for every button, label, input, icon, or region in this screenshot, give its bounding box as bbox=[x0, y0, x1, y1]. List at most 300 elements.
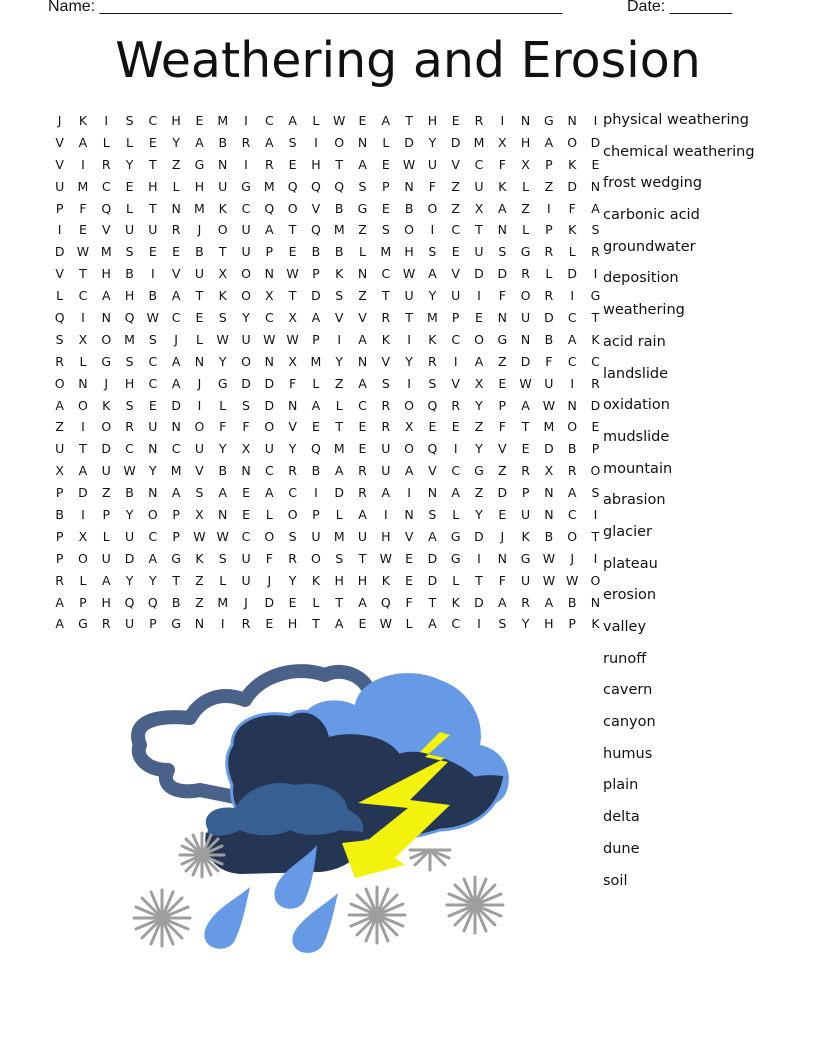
grid-letter[interactable]: A bbox=[55, 616, 64, 632]
grid-letter[interactable]: X bbox=[288, 310, 297, 326]
grid-letter[interactable]: S bbox=[591, 485, 600, 501]
grid-letter[interactable]: I bbox=[314, 134, 318, 150]
grid-letter[interactable]: I bbox=[430, 222, 435, 238]
grid-letter[interactable]: U bbox=[148, 419, 158, 435]
grid-letter[interactable]: A bbox=[265, 134, 274, 150]
grid-letter[interactable]: I bbox=[104, 113, 109, 128]
grid-letter[interactable]: F bbox=[79, 200, 87, 216]
grid-letter[interactable]: W bbox=[76, 244, 90, 260]
grid-letter[interactable]: W bbox=[379, 616, 392, 632]
grid-letter[interactable]: C bbox=[288, 485, 297, 501]
grid-letter[interactable]: G bbox=[171, 616, 181, 632]
grid-letter[interactable]: P bbox=[312, 266, 320, 282]
grid-letter[interactable]: P bbox=[172, 507, 180, 523]
grid-letter[interactable]: P bbox=[591, 441, 600, 457]
grid-letter[interactable]: P bbox=[79, 594, 87, 610]
grid-letter[interactable]: S bbox=[125, 244, 134, 260]
grid-letter[interactable]: Q bbox=[54, 310, 65, 326]
grid-letter[interactable]: C bbox=[148, 353, 158, 369]
grid-letter[interactable]: E bbox=[195, 310, 204, 326]
grid-letter[interactable]: R bbox=[474, 113, 484, 128]
grid-letter[interactable]: B bbox=[218, 463, 228, 479]
grid-letter[interactable]: Y bbox=[521, 616, 530, 632]
grid-letter[interactable]: F bbox=[265, 550, 273, 566]
grid-letter[interactable]: W bbox=[263, 331, 276, 347]
grid-letter[interactable]: L bbox=[195, 331, 203, 347]
grid-letter[interactable]: V bbox=[358, 310, 367, 326]
grid-letter[interactable]: R bbox=[101, 156, 111, 172]
grid-letter[interactable]: Y bbox=[125, 156, 134, 172]
grid-letter[interactable]: T bbox=[149, 200, 157, 216]
grid-letter[interactable]: L bbox=[219, 397, 227, 413]
grid-letter[interactable]: L bbox=[265, 507, 273, 523]
grid-letter[interactable]: A bbox=[195, 134, 204, 150]
grid-letter[interactable]: E bbox=[78, 222, 87, 238]
grid-letter[interactable]: A bbox=[288, 113, 297, 128]
grid-letter[interactable]: B bbox=[334, 200, 344, 216]
grid-letter[interactable]: Y bbox=[428, 134, 437, 150]
grid-letter[interactable]: J bbox=[174, 331, 178, 347]
grid-letter[interactable]: E bbox=[498, 375, 507, 391]
grid-letter[interactable]: K bbox=[498, 178, 507, 194]
grid-letter[interactable]: E bbox=[148, 397, 157, 413]
grid-letter[interactable]: E bbox=[358, 113, 367, 128]
grid-letter[interactable]: K bbox=[381, 331, 390, 347]
grid-letter[interactable]: O bbox=[520, 288, 531, 304]
grid-letter[interactable]: O bbox=[404, 222, 415, 238]
grid-letter[interactable]: Z bbox=[55, 419, 64, 435]
grid-letter[interactable]: V bbox=[55, 156, 64, 172]
grid-letter[interactable]: C bbox=[451, 222, 461, 238]
grid-letter[interactable]: I bbox=[220, 616, 225, 632]
grid-letter[interactable]: D bbox=[474, 594, 484, 610]
grid-letter[interactable]: O bbox=[590, 463, 601, 479]
grid-letter[interactable]: O bbox=[567, 528, 578, 544]
grid-letter[interactable]: S bbox=[358, 178, 367, 194]
grid-letter[interactable]: J bbox=[197, 375, 202, 391]
grid-letter[interactable]: U bbox=[218, 178, 228, 194]
grid-letter[interactable]: M bbox=[473, 134, 485, 150]
grid-letter[interactable]: P bbox=[312, 507, 320, 523]
grid-letter[interactable]: G bbox=[474, 463, 484, 479]
grid-letter[interactable]: C bbox=[358, 397, 367, 413]
grid-letter[interactable]: G bbox=[241, 178, 251, 194]
grid-letter[interactable]: B bbox=[218, 134, 228, 150]
grid-letter[interactable]: N bbox=[427, 485, 438, 501]
grid-letter[interactable]: T bbox=[79, 266, 87, 282]
grid-letter[interactable]: V bbox=[171, 266, 181, 282]
grid-letter[interactable]: K bbox=[195, 550, 204, 566]
grid-letter[interactable]: L bbox=[126, 134, 134, 150]
grid-letter[interactable]: S bbox=[498, 616, 507, 632]
grid-letter[interactable]: L bbox=[312, 375, 320, 391]
grid-letter[interactable]: E bbox=[148, 244, 157, 260]
grid-letter[interactable]: T bbox=[218, 244, 227, 260]
grid-letter[interactable]: A bbox=[358, 594, 367, 610]
grid-letter[interactable]: A bbox=[148, 550, 158, 566]
grid-letter[interactable]: H bbox=[381, 528, 391, 544]
grid-letter[interactable]: A bbox=[334, 616, 344, 632]
grid-letter[interactable]: R bbox=[264, 156, 274, 172]
grid-letter[interactable]: F bbox=[428, 178, 436, 194]
grid-letter[interactable]: P bbox=[149, 616, 157, 632]
grid-letter[interactable]: C bbox=[78, 288, 88, 304]
grid-letter[interactable]: A bbox=[171, 485, 181, 501]
grid-letter[interactable]: S bbox=[428, 507, 437, 523]
grid-letter[interactable]: T bbox=[335, 156, 344, 172]
grid-letter[interactable]: I bbox=[453, 441, 458, 457]
grid-letter[interactable]: C bbox=[451, 331, 461, 347]
grid-letter[interactable]: L bbox=[405, 616, 413, 632]
grid-letter[interactable]: W bbox=[146, 310, 160, 326]
grid-letter[interactable]: N bbox=[567, 397, 577, 413]
grid-letter[interactable]: S bbox=[381, 375, 390, 391]
grid-letter[interactable]: O bbox=[264, 528, 275, 544]
grid-letter[interactable]: V bbox=[451, 375, 460, 391]
grid-letter[interactable]: I bbox=[407, 375, 411, 391]
grid-letter[interactable]: M bbox=[77, 178, 89, 194]
grid-letter[interactable]: A bbox=[78, 463, 88, 479]
grid-letter[interactable]: G bbox=[171, 550, 181, 566]
grid-letter[interactable]: C bbox=[567, 353, 577, 369]
grid-letter[interactable]: P bbox=[55, 550, 64, 566]
grid-letter[interactable]: F bbox=[219, 419, 227, 435]
grid-letter[interactable]: K bbox=[568, 222, 577, 238]
grid-letter[interactable]: C bbox=[567, 310, 577, 326]
grid-letter[interactable]: Y bbox=[288, 441, 297, 457]
grid-letter[interactable]: X bbox=[404, 419, 414, 435]
grid-letter[interactable]: A bbox=[218, 485, 227, 501]
grid-letter[interactable]: L bbox=[312, 113, 320, 128]
grid-letter[interactable]: X bbox=[195, 507, 204, 523]
grid-letter[interactable]: X bbox=[474, 375, 484, 391]
grid-letter[interactable]: J bbox=[267, 572, 272, 588]
grid-letter[interactable]: S bbox=[218, 550, 227, 566]
grid-letter[interactable]: N bbox=[590, 594, 601, 610]
grid-letter[interactable]: U bbox=[427, 156, 437, 172]
grid-letter[interactable]: T bbox=[405, 310, 413, 326]
grid-letter[interactable]: D bbox=[311, 288, 321, 304]
grid-letter[interactable]: L bbox=[335, 507, 343, 523]
grid-letter[interactable]: N bbox=[520, 331, 531, 347]
grid-letter[interactable]: X bbox=[288, 353, 297, 369]
grid-letter[interactable]: R bbox=[451, 397, 461, 413]
grid-letter[interactable]: C bbox=[474, 156, 484, 172]
grid-letter[interactable]: I bbox=[57, 222, 62, 238]
grid-letter[interactable]: A bbox=[334, 463, 344, 479]
grid-letter[interactable]: T bbox=[288, 288, 297, 304]
grid-letter[interactable]: T bbox=[591, 310, 600, 326]
grid-letter[interactable]: D bbox=[544, 441, 554, 457]
grid-letter[interactable]: A bbox=[358, 375, 367, 391]
grid-letter[interactable]: L bbox=[522, 222, 530, 238]
grid-letter[interactable]: H bbox=[124, 288, 135, 304]
grid-letter[interactable]: N bbox=[218, 156, 228, 172]
grid-letter[interactable]: T bbox=[591, 528, 600, 544]
grid-letter[interactable]: Q bbox=[310, 441, 321, 457]
grid-letter[interactable]: Y bbox=[242, 310, 250, 326]
grid-letter[interactable]: L bbox=[359, 244, 366, 260]
grid-letter[interactable]: L bbox=[452, 507, 460, 523]
grid-letter[interactable]: D bbox=[590, 397, 601, 413]
grid-letter[interactable]: I bbox=[593, 266, 598, 282]
grid-letter[interactable]: C bbox=[171, 441, 181, 457]
grid-letter[interactable]: N bbox=[567, 113, 577, 128]
grid-letter[interactable]: R bbox=[358, 485, 367, 501]
grid-letter[interactable]: S bbox=[125, 353, 134, 369]
grid-letter[interactable]: O bbox=[54, 375, 65, 391]
grid-letter[interactable]: F bbox=[242, 419, 250, 435]
grid-letter[interactable]: M bbox=[100, 244, 112, 260]
grid-letter[interactable]: Y bbox=[218, 441, 227, 457]
grid-letter[interactable]: H bbox=[520, 134, 531, 150]
grid-letter[interactable]: T bbox=[428, 594, 437, 610]
grid-letter[interactable]: D bbox=[590, 134, 601, 150]
grid-letter[interactable]: M bbox=[217, 594, 229, 610]
grid-letter[interactable]: A bbox=[311, 397, 321, 413]
grid-letter[interactable]: R bbox=[241, 616, 251, 632]
grid-letter[interactable]: F bbox=[498, 572, 506, 588]
grid-letter[interactable]: S bbox=[125, 397, 134, 413]
grid-letter[interactable]: U bbox=[241, 331, 251, 347]
grid-letter[interactable]: D bbox=[264, 397, 275, 413]
grid-letter[interactable]: U bbox=[451, 288, 461, 304]
grid-letter[interactable]: E bbox=[498, 507, 507, 523]
grid-letter[interactable]: U bbox=[404, 288, 414, 304]
grid-letter[interactable]: C bbox=[264, 310, 274, 326]
grid-letter[interactable]: I bbox=[407, 331, 411, 347]
grid-letter[interactable]: T bbox=[312, 616, 320, 632]
grid-letter[interactable]: V bbox=[428, 463, 437, 479]
grid-letter[interactable]: L bbox=[545, 266, 553, 282]
grid-letter[interactable]: U bbox=[124, 528, 135, 544]
grid-letter[interactable]: E bbox=[521, 441, 530, 457]
grid-letter[interactable]: E bbox=[148, 134, 157, 150]
grid-letter[interactable]: R bbox=[381, 310, 391, 326]
grid-letter[interactable]: P bbox=[55, 528, 64, 544]
grid-letter[interactable]: N bbox=[218, 507, 228, 523]
grid-letter[interactable]: S bbox=[288, 528, 297, 544]
grid-letter[interactable]: I bbox=[500, 113, 505, 128]
grid-letter[interactable]: M bbox=[543, 419, 555, 435]
grid-letter[interactable]: R bbox=[567, 463, 577, 479]
grid-letter[interactable]: Q bbox=[101, 200, 112, 216]
grid-letter[interactable]: R bbox=[55, 572, 64, 588]
grid-letter[interactable]: A bbox=[521, 397, 530, 413]
grid-letter[interactable]: U bbox=[124, 616, 135, 632]
grid-letter[interactable]: I bbox=[593, 550, 598, 566]
grid-letter[interactable]: D bbox=[54, 244, 65, 260]
grid-letter[interactable]: X bbox=[265, 288, 274, 304]
grid-letter[interactable]: E bbox=[358, 419, 367, 435]
grid-letter[interactable]: H bbox=[124, 375, 135, 391]
grid-letter[interactable]: T bbox=[521, 419, 530, 435]
grid-letter[interactable]: I bbox=[593, 507, 598, 523]
grid-letter[interactable]: H bbox=[427, 113, 438, 128]
grid-letter[interactable]: E bbox=[358, 616, 367, 632]
grid-letter[interactable]: K bbox=[451, 594, 460, 610]
grid-letter[interactable]: A bbox=[171, 353, 181, 369]
grid-letter[interactable]: Z bbox=[544, 178, 554, 194]
grid-letter[interactable]: I bbox=[547, 200, 551, 216]
grid-letter[interactable]: C bbox=[125, 441, 134, 457]
grid-letter[interactable]: G bbox=[450, 550, 461, 566]
grid-letter[interactable]: E bbox=[125, 178, 134, 194]
grid-letter[interactable]: O bbox=[590, 572, 601, 588]
grid-letter[interactable]: Z bbox=[195, 572, 204, 588]
grid-letter[interactable]: P bbox=[568, 616, 576, 632]
grid-letter[interactable]: C bbox=[264, 113, 274, 128]
grid-letter[interactable]: X bbox=[474, 200, 484, 216]
grid-letter[interactable]: X bbox=[241, 441, 251, 457]
grid-letter[interactable]: H bbox=[544, 616, 554, 632]
grid-letter[interactable]: D bbox=[474, 528, 484, 544]
grid-letter[interactable]: H bbox=[101, 266, 111, 282]
grid-letter[interactable]: L bbox=[382, 134, 390, 150]
grid-letter[interactable]: T bbox=[405, 113, 413, 128]
grid-letter[interactable]: A bbox=[474, 353, 484, 369]
grid-letter[interactable]: C bbox=[264, 463, 274, 479]
grid-letter[interactable]: M bbox=[333, 528, 345, 544]
grid-letter[interactable]: R bbox=[544, 244, 554, 260]
grid-letter[interactable]: E bbox=[358, 441, 367, 457]
grid-letter[interactable]: U bbox=[381, 441, 391, 457]
grid-letter[interactable]: G bbox=[497, 331, 508, 347]
grid-letter[interactable]: I bbox=[150, 266, 155, 282]
grid-letter[interactable]: E bbox=[311, 419, 320, 435]
grid-letter[interactable]: N bbox=[148, 441, 158, 457]
grid-letter[interactable]: O bbox=[147, 507, 158, 523]
grid-letter[interactable]: E bbox=[591, 156, 600, 172]
grid-letter[interactable]: Q bbox=[334, 178, 345, 194]
grid-letter[interactable]: N bbox=[544, 485, 554, 501]
grid-letter[interactable]: Y bbox=[335, 353, 344, 369]
grid-letter[interactable]: S bbox=[288, 134, 297, 150]
grid-letter[interactable]: A bbox=[428, 266, 437, 282]
grid-letter[interactable]: Q bbox=[310, 222, 321, 238]
grid-letter[interactable]: S bbox=[335, 550, 344, 566]
grid-letter[interactable]: L bbox=[452, 572, 460, 588]
grid-letter[interactable]: C bbox=[148, 113, 158, 128]
grid-letter[interactable]: Y bbox=[149, 463, 157, 479]
grid-letter[interactable]: S bbox=[148, 331, 157, 347]
grid-letter[interactable]: G bbox=[520, 244, 531, 260]
grid-letter[interactable]: T bbox=[195, 288, 204, 304]
grid-letter[interactable]: X bbox=[544, 463, 554, 479]
grid-letter[interactable]: D bbox=[427, 550, 438, 566]
grid-letter[interactable]: U bbox=[544, 375, 554, 391]
grid-letter[interactable]: W bbox=[193, 528, 206, 544]
grid-letter[interactable]: A bbox=[358, 507, 367, 523]
grid-letter[interactable]: A bbox=[171, 288, 181, 304]
grid-letter[interactable]: K bbox=[78, 113, 88, 128]
grid-letter[interactable]: I bbox=[593, 113, 598, 128]
grid-letter[interactable]: R bbox=[591, 375, 600, 391]
grid-letter[interactable]: N bbox=[520, 113, 531, 128]
grid-letter[interactable]: B bbox=[55, 507, 64, 523]
grid-letter[interactable]: U bbox=[148, 222, 158, 238]
grid-letter[interactable]: J bbox=[197, 222, 202, 238]
grid-letter[interactable]: P bbox=[55, 485, 64, 501]
grid-letter[interactable]: I bbox=[81, 156, 85, 172]
grid-letter[interactable]: L bbox=[312, 594, 320, 610]
grid-letter[interactable]: I bbox=[244, 156, 248, 172]
grid-letter[interactable]: D bbox=[264, 594, 275, 610]
grid-letter[interactable]: S bbox=[195, 485, 204, 501]
date-field[interactable]: Date: _______ bbox=[627, 0, 732, 15]
grid-letter[interactable]: A bbox=[171, 375, 181, 391]
grid-letter[interactable]: R bbox=[288, 550, 297, 566]
grid-letter[interactable]: O bbox=[78, 550, 88, 566]
grid-letter[interactable]: J bbox=[244, 594, 248, 610]
grid-letter[interactable]: U bbox=[101, 463, 111, 479]
grid-letter[interactable]: Y bbox=[288, 572, 297, 588]
grid-letter[interactable]: A bbox=[404, 463, 414, 479]
grid-letter[interactable]: Z bbox=[498, 463, 507, 479]
grid-letter[interactable]: R bbox=[171, 222, 181, 238]
grid-letter[interactable]: M bbox=[380, 244, 392, 260]
grid-letter[interactable]: D bbox=[78, 485, 88, 501]
grid-letter[interactable]: T bbox=[475, 572, 483, 588]
grid-letter[interactable]: V bbox=[451, 156, 460, 172]
grid-letter[interactable]: U bbox=[194, 266, 204, 282]
grid-letter[interactable]: K bbox=[218, 288, 227, 304]
grid-letter[interactable]: J bbox=[570, 550, 575, 566]
grid-letter[interactable]: M bbox=[333, 222, 345, 238]
grid-letter[interactable]: T bbox=[358, 550, 367, 566]
grid-letter[interactable]: O bbox=[567, 134, 578, 150]
grid-letter[interactable]: H bbox=[148, 178, 158, 194]
grid-letter[interactable]: B bbox=[195, 244, 204, 260]
grid-letter[interactable]: E bbox=[195, 113, 204, 128]
grid-letter[interactable]: I bbox=[477, 550, 481, 566]
grid-letter[interactable]: A bbox=[55, 397, 64, 413]
grid-letter[interactable]: Z bbox=[451, 178, 460, 194]
grid-letter[interactable]: D bbox=[171, 397, 181, 413]
grid-letter[interactable]: N bbox=[357, 353, 368, 369]
grid-letter[interactable]: A bbox=[55, 594, 64, 610]
grid-letter[interactable]: T bbox=[172, 572, 180, 588]
grid-letter[interactable]: S bbox=[218, 310, 227, 326]
grid-letter[interactable]: O bbox=[310, 550, 321, 566]
grid-letter[interactable]: D bbox=[101, 441, 112, 457]
grid-letter[interactable]: Q bbox=[287, 178, 298, 194]
grid-letter[interactable]: V bbox=[55, 134, 64, 150]
grid-letter[interactable]: R bbox=[544, 288, 554, 304]
grid-letter[interactable]: M bbox=[263, 178, 275, 194]
grid-letter[interactable]: Y bbox=[428, 288, 437, 304]
grid-letter[interactable]: E bbox=[242, 507, 250, 523]
grid-letter[interactable]: Z bbox=[358, 222, 367, 238]
grid-letter[interactable]: Q bbox=[124, 310, 135, 326]
grid-letter[interactable]: N bbox=[404, 178, 414, 194]
grid-letter[interactable]: U bbox=[241, 550, 251, 566]
grid-letter[interactable]: A bbox=[265, 222, 274, 238]
grid-letter[interactable]: M bbox=[124, 331, 135, 347]
grid-letter[interactable]: C bbox=[241, 200, 251, 216]
grid-letter[interactable]: D bbox=[264, 375, 275, 391]
grid-letter[interactable]: E bbox=[451, 419, 460, 435]
grid-letter[interactable]: A bbox=[591, 200, 600, 216]
grid-letter[interactable]: W bbox=[565, 572, 579, 588]
grid-letter[interactable]: E bbox=[288, 594, 297, 610]
grid-letter[interactable]: L bbox=[522, 178, 530, 194]
grid-letter[interactable]: B bbox=[148, 288, 158, 304]
grid-letter[interactable]: E bbox=[288, 244, 297, 260]
grid-letter[interactable]: P bbox=[102, 507, 111, 523]
grid-letter[interactable]: V bbox=[381, 353, 391, 369]
grid-letter[interactable]: K bbox=[591, 331, 600, 347]
